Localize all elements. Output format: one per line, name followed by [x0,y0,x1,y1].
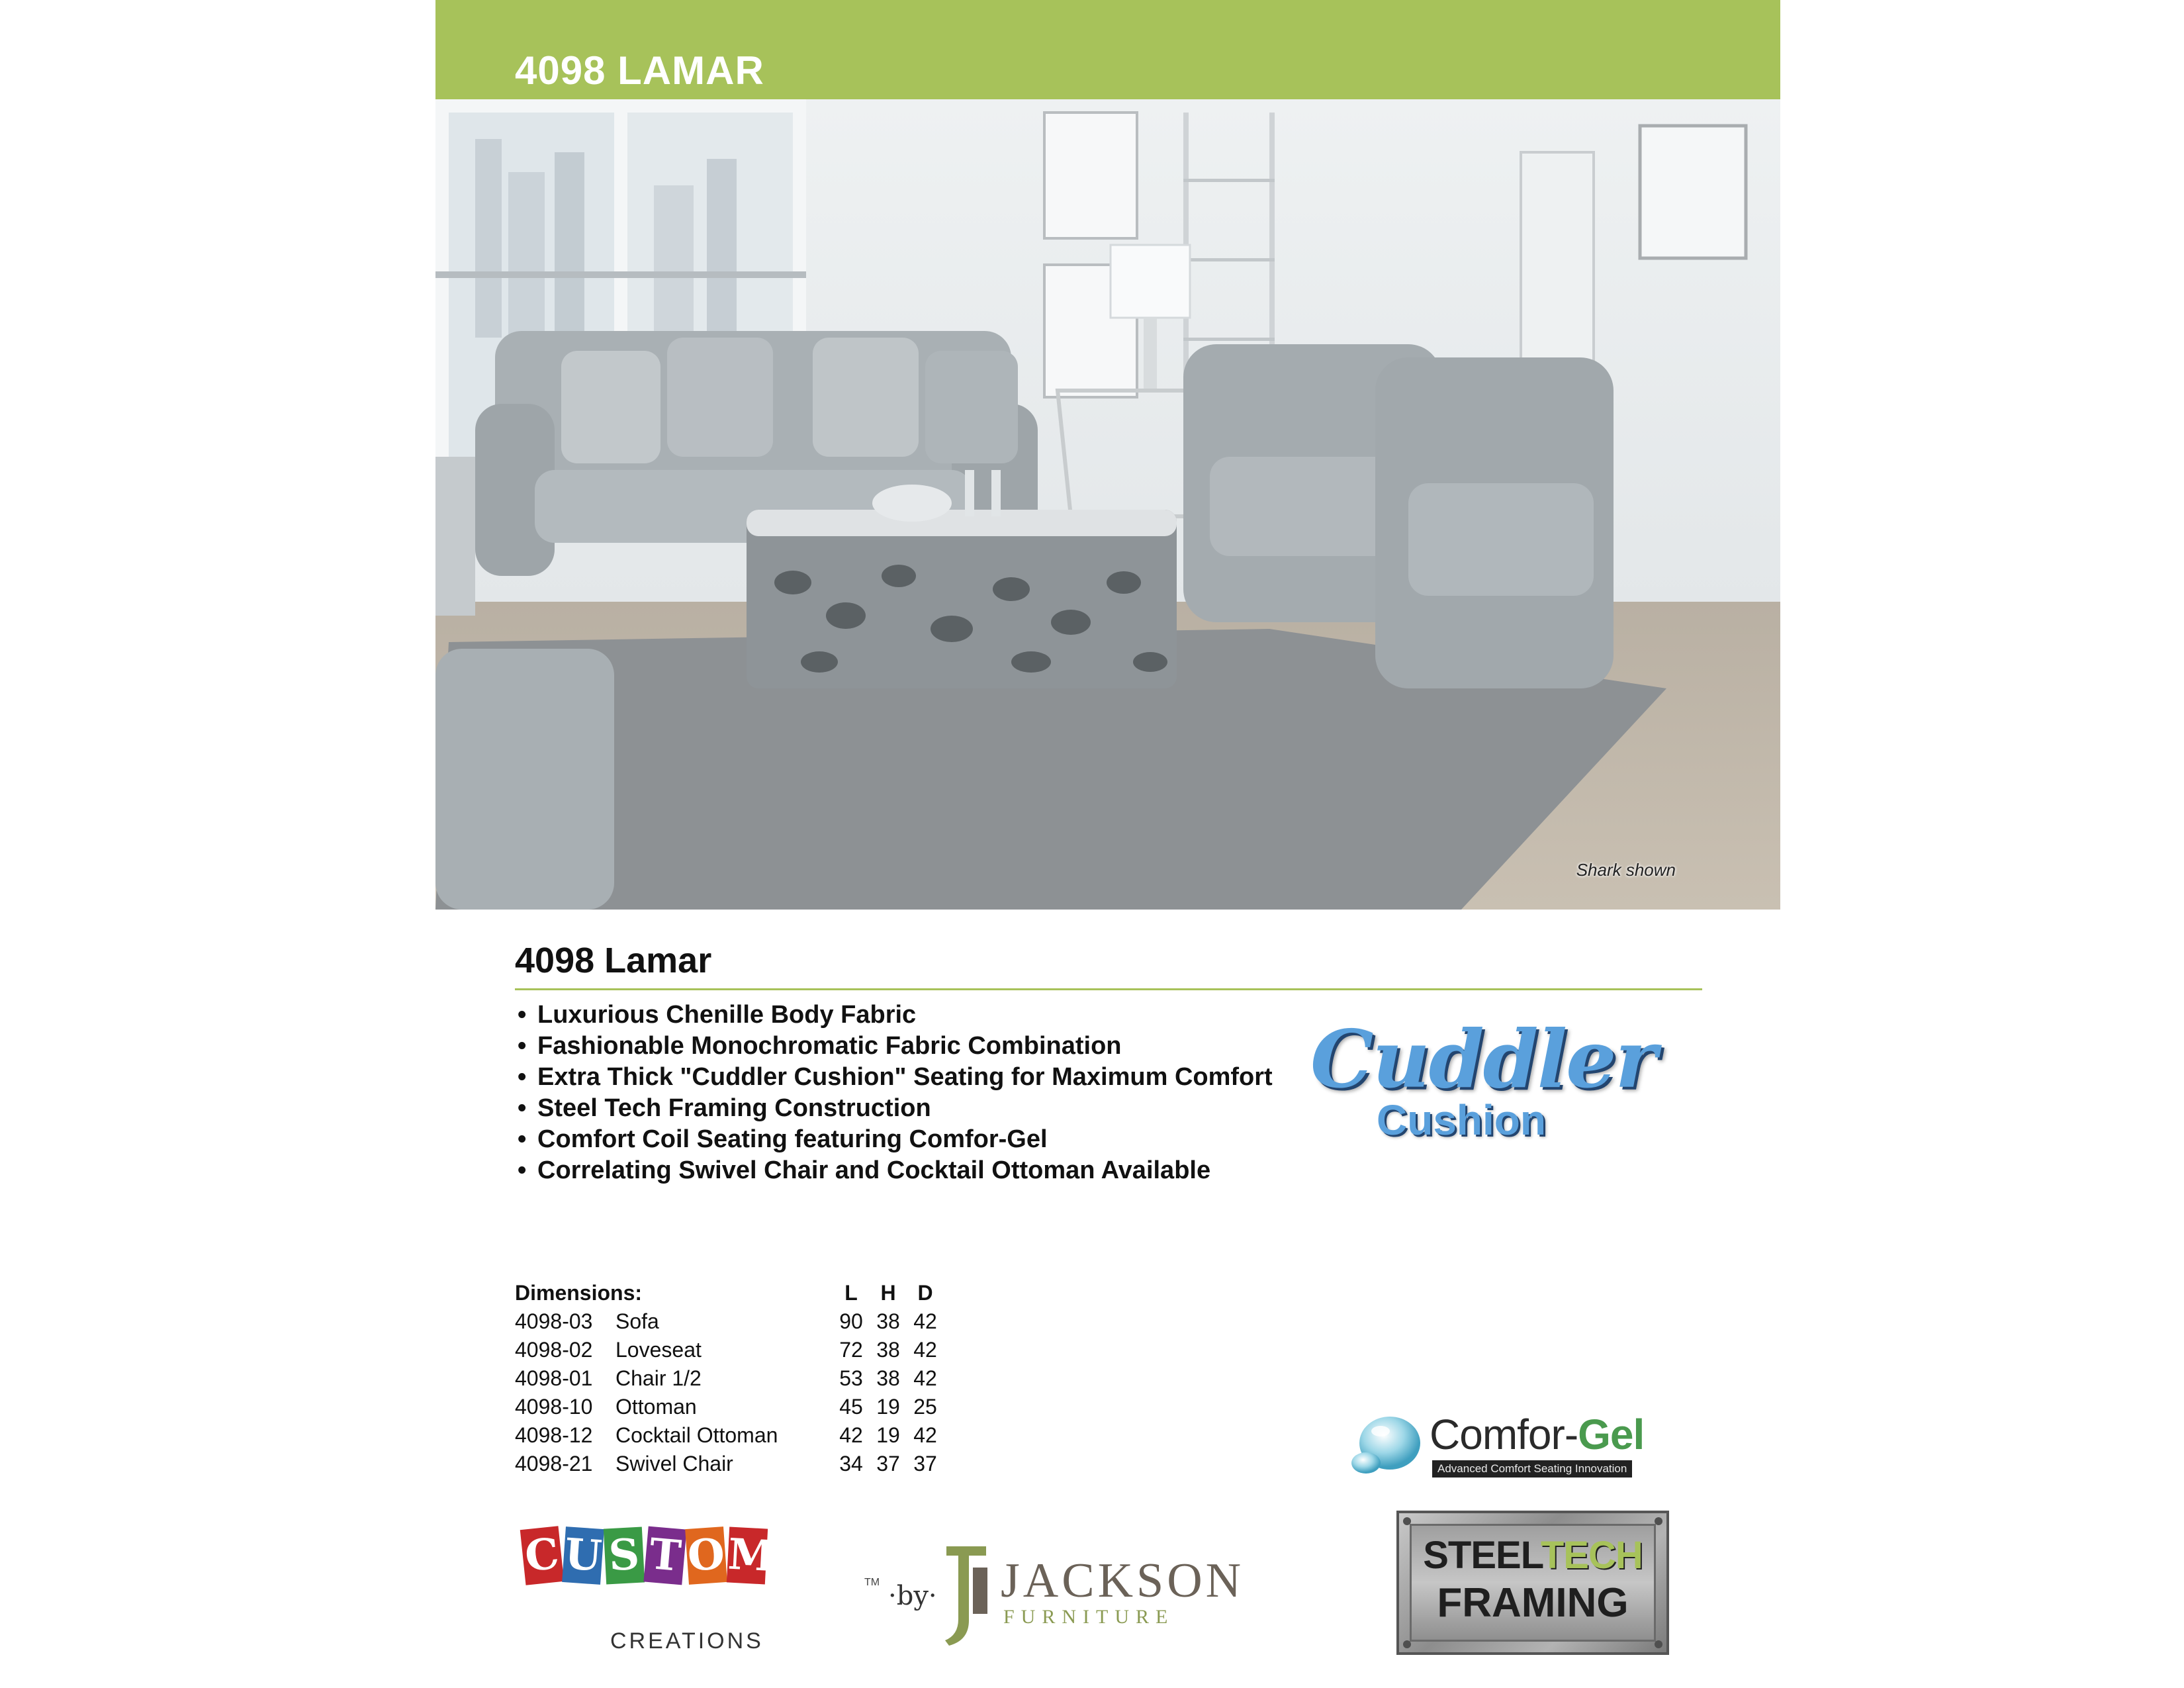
feature-text: Steel Tech Framing Construction [537,1094,931,1122]
item-name: Cocktail Ottoman [615,1423,778,1447]
room-photo [435,99,1780,910]
banner-title: 4098 LAMAR [515,48,764,93]
comfor-gel-logo [1350,1402,1668,1488]
item-name: Loveseat [615,1338,702,1362]
table-row [515,1393,944,1421]
table-row [515,1307,944,1336]
table-row [515,1336,944,1364]
title-divider [515,988,1702,990]
custom-letter: M [727,1527,768,1585]
gel-droplet-icon [1350,1411,1424,1477]
sku: 4098-21 [515,1452,593,1476]
photo-caption: Shark shown [1576,860,1676,880]
bullet: • [518,1094,527,1122]
item-name: Chair 1/2 [615,1366,702,1390]
jackson-furniture-logo [940,1537,1284,1651]
height: 19 [876,1395,900,1419]
feature-text: Fashionable Monochromatic Fabric Combination [537,1032,1122,1060]
col-length: L [844,1281,858,1305]
framing-word: FRAMING [1437,1580,1629,1626]
bullet: • [518,1063,527,1091]
length: 90 [839,1309,863,1333]
depth: 25 [913,1395,937,1419]
steel-word: STEEL [1423,1534,1541,1577]
col-depth: D [917,1281,933,1305]
sku: 4098-02 [515,1338,593,1362]
tech-word: TECH [1540,1534,1643,1577]
feature-item [518,1062,1273,1093]
product-title: 4098 Lamar [515,941,712,980]
rivet-icon [1403,1517,1411,1525]
cuddler-cushion-logo [1291,1013,1661,1165]
steeltech-framing-logo [1396,1511,1669,1655]
feature-item [518,1000,1273,1031]
custom-letter: C [520,1526,564,1585]
height: 38 [876,1366,900,1390]
depth: 42 [913,1423,937,1447]
item-name: Sofa [615,1309,659,1333]
creations-word: CREATIONS [610,1628,764,1654]
depth: 37 [913,1452,937,1476]
steeltech-line1 [1399,1533,1666,1577]
cushion-logo-word: Cushion [1377,1096,1546,1144]
length: 53 [839,1366,863,1390]
depth: 42 [913,1366,937,1390]
feature-item [518,1031,1273,1062]
length: 42 [839,1423,863,1447]
cuddler-logo-word: Cuddler [1310,1013,1656,1106]
custom-letter: T [643,1526,686,1585]
depth: 42 [913,1338,937,1362]
length: 34 [839,1452,863,1476]
bullet: • [518,1032,527,1060]
feature-text: Comfort Coil Seating featuring Comfor-Gel [537,1125,1048,1153]
feature-list [518,1000,1273,1186]
feature-item [518,1155,1273,1186]
depth: 42 [913,1309,937,1333]
dimensions-header-row [515,1279,944,1307]
comfor-gel-word-a: Comfor- [1430,1411,1578,1458]
custom-letter: S [604,1527,645,1585]
sku: 4098-03 [515,1309,593,1333]
feature-text: Extra Thick "Cuddler Cushion" Seating for Maximum Comfort [537,1063,1273,1091]
dimensions-table [515,1279,944,1478]
sku: 4098-10 [515,1395,593,1419]
height: 38 [876,1309,900,1333]
comfor-gel-word-b: Gel [1578,1411,1645,1458]
rivet-icon [1655,1640,1662,1648]
bullet: • [518,1001,527,1029]
custom-letter: O [685,1526,727,1585]
height: 38 [876,1338,900,1362]
sku: 4098-12 [515,1423,593,1447]
height: 37 [876,1452,900,1476]
length: 45 [839,1395,863,1419]
bullet: • [518,1156,527,1184]
height: 19 [876,1423,900,1447]
rivet-icon [1403,1640,1411,1648]
feature-text: Luxurious Chenille Body Fabric [537,1001,917,1029]
header-banner [435,0,1780,99]
comfor-gel-wordmark [1430,1410,1644,1459]
jackson-j-mark-icon [940,1541,993,1651]
living-room-illustration [435,99,1780,910]
length: 72 [839,1338,863,1362]
col-height: H [880,1281,896,1305]
jackson-furniture-word: FURNITURE [1003,1606,1175,1628]
jackson-name: JACKSON [1001,1554,1245,1608]
comfor-gel-tagline: Advanced Comfort Seating Innovation [1432,1460,1632,1477]
table-row [515,1364,944,1393]
feature-item [518,1093,1273,1124]
feature-text: Correlating Swivel Chair and Cocktail Ottoman Available [537,1156,1211,1184]
rivet-icon [1655,1517,1662,1525]
custom-letter: U [562,1526,604,1585]
dimensions-label: Dimensions: [515,1281,643,1305]
table-row [515,1421,944,1450]
custom-letter-blocks [522,1528,776,1583]
item-name: Swivel Chair [615,1452,733,1476]
sku: 4098-01 [515,1366,593,1390]
trademark-mark: TM [864,1577,880,1588]
custom-creations-logo [523,1528,880,1660]
table-row [515,1450,944,1478]
bullet: • [518,1125,527,1153]
byline: ·by· [888,1581,937,1611]
item-name: Ottoman [615,1395,697,1419]
feature-item [518,1124,1273,1155]
